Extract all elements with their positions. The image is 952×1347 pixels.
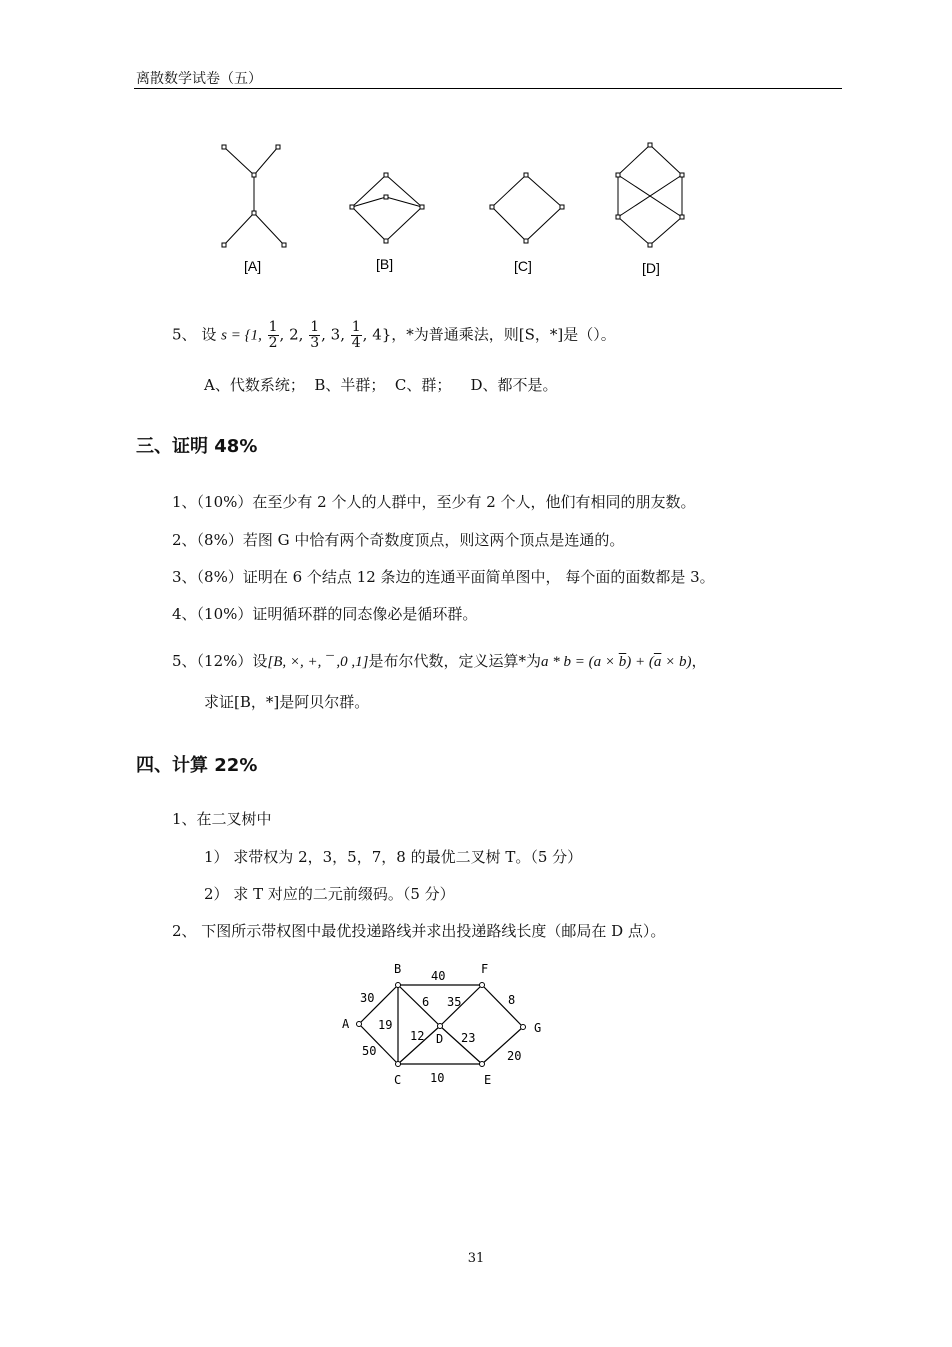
weight-ab: 30 (360, 991, 375, 1005)
item5-prefix: 5、（12%）设 (172, 652, 268, 670)
weight-fg: 8 (508, 993, 516, 1007)
node-g: G (534, 1021, 542, 1035)
item5-formula-a-bar: $\overline{a}$ (653, 654, 662, 670)
item5-struct: [B, ×, +, ¯ ,0 ,1] (267, 654, 369, 670)
q5-sep2: , 3, (321, 325, 345, 344)
label-d: [D] (642, 260, 660, 276)
section-3-item-2: 2、（8%）若图 G 中恰有两个奇数度顶点，则这两个顶点是连通的。 (172, 531, 625, 549)
node-c: C (394, 1073, 402, 1087)
page-number: 31 (467, 1251, 485, 1266)
item5-mid: 是布尔代数，定义运算*为 (368, 652, 541, 670)
weight-ac: 50 (362, 1044, 377, 1058)
weight-cd: 12 (410, 1029, 425, 1043)
weight-de: 23 (461, 1031, 476, 1045)
label-a: [A] (244, 258, 262, 274)
node-f: F (481, 962, 489, 976)
weight-bc: 19 (378, 1018, 393, 1032)
q5-prefix: 设 (201, 325, 217, 344)
graph-b (350, 173, 424, 243)
section-4-item-1-sub-2: 2） 求 T 对应的二元前缀码。（5 分） (204, 885, 455, 903)
graph-d (616, 143, 684, 247)
weight-fd: 35 (447, 995, 462, 1009)
section-3-item-1: 1、（10%）在至少有 2 个人的人群中，至少有 2 个人，他们有相同的朋友数。 (172, 493, 696, 511)
header-rule (134, 88, 842, 89)
item5-formula-b-bar: $\overline{b}$ (618, 654, 627, 670)
q5-frac-quarter: $\frac{1}{4}$ (351, 319, 361, 351)
node-d: D (436, 1032, 444, 1046)
graph-c (490, 173, 564, 243)
section-3-item-5 (172, 650, 707, 671)
item5-formula-mid: ) + ( (626, 654, 654, 670)
q5-set-open: s = {1, (221, 327, 262, 344)
weight-eg: 20 (507, 1049, 522, 1063)
label-b: [B] (376, 256, 394, 272)
weighted-graph (330, 958, 560, 1093)
item5-end: ， (691, 652, 707, 670)
graph-a (222, 145, 286, 247)
q5-choices: A、代数系统； B、半群； C、群； D、都不是。 (204, 376, 558, 394)
section-4-item-1-sub-1: 1） 求带权为 2，3，5，7，8 的最优二叉树 T。（5 分） (204, 848, 583, 866)
section-3-item-5-line2: 求证[B，*]是阿贝尔群。 (204, 693, 370, 711)
node-e: E (484, 1073, 492, 1087)
section-3-item-4: 4、（10%）证明循环群的同态像必是循环群。 (172, 605, 478, 623)
node-b: B (394, 962, 402, 976)
weight-bf: 40 (431, 969, 446, 983)
q5-sep1: , 2, (279, 325, 304, 344)
weight-ce: 10 (430, 1071, 445, 1085)
q5-suffix: ，*为普通乘法，则[S，*]是（）。 (391, 325, 616, 344)
section-4-title: 四、计算 22% (136, 755, 258, 776)
section-3-title: 三、证明 48% (136, 436, 258, 457)
graph-options-figure (200, 135, 700, 285)
q5-set-close: , 4} (362, 325, 392, 344)
q5-frac-half: $\frac{1}{2}$ (268, 319, 278, 351)
item5-formula-rhs: × b) (661, 654, 692, 670)
item5-formula-lhs: a * b = (a × (541, 654, 619, 670)
label-c: [C] (514, 258, 532, 274)
q5-number: 5、 (172, 325, 197, 344)
section-3-item-3: 3、（8%）证明在 6 个结点 12 条边的连通平面简单图中， 每个面的面数都是 3。 (172, 568, 715, 586)
question-5 (172, 320, 616, 351)
node-a: A (342, 1017, 350, 1031)
section-4-item-2: 2、 下图所示带权图中最优投递路线并求出投递路线长度（邮局在 D 点）。 (172, 922, 666, 940)
header-title: 离散数学试卷（五） (136, 71, 262, 87)
weight-bd: 6 (422, 995, 430, 1009)
q5-frac-third: $\frac{1}{3}$ (310, 319, 320, 351)
section-4-item-1: 1、在二叉树中 (172, 810, 272, 828)
